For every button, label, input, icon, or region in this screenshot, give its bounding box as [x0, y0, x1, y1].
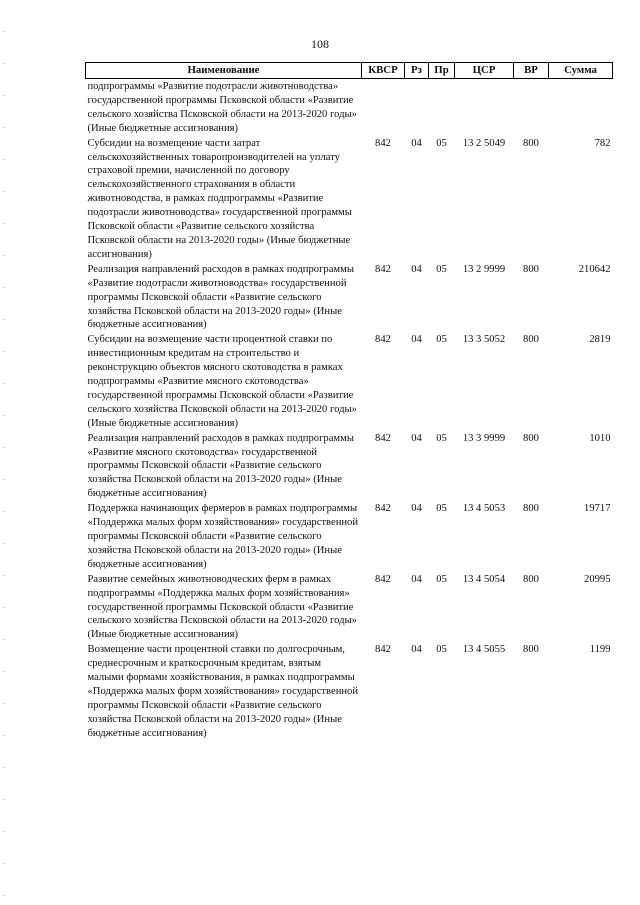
row-csr: 13 4 5054: [462, 573, 506, 585]
row-sum: 1199: [589, 644, 611, 656]
row-rz: 04: [411, 137, 422, 149]
row-kvsr: 842: [375, 644, 391, 656]
row-name: Развитие семейных животноводческих ферм в рамках подпрограммы «Поддержка малых форм хозяйствования» государственной программы Псковской области «Развитие сельского хозяйства Псковской области на 2013-2020 годы» (Иные бюджетные ассигнования): [87, 573, 357, 641]
row-kvsr: 842: [375, 334, 391, 346]
row-rz: 04: [411, 503, 422, 515]
row-csr: 13 4 5055: [462, 644, 506, 656]
table-row: [86, 642, 613, 740]
row-name: Возмещение части процентной ставки по долгосрочным, среднесрочным и краткосрочным кредитам, взятым малыми формами хозяйствования, в рамках подпрограммы «Поддержка малых форм хозяйствования» государственной программы Псковской области «Развитие сельского хозяйства Псковской области на 2013-2020 годы» (Иные бюджетные ассигнования): [87, 644, 358, 739]
table-row: [86, 136, 613, 262]
column-header-rz: Рз: [405, 63, 429, 79]
row-rz: [405, 79, 429, 136]
column-header-pr: Пр: [429, 63, 455, 79]
row-sum: 2819: [589, 334, 611, 346]
row-vr: 800: [523, 573, 539, 585]
row-pr: 05: [436, 503, 447, 515]
table-header-row: [86, 63, 613, 79]
page-number: 108: [311, 37, 329, 51]
row-name: Субсидии на возмещение части процентной ставки по инвестиционным кредитам на строительство и реконструкцию объектов мясного скотоводства в рамках подпрограммы «Развитие мясного скотоводства» государственной программы Псковской области «Развитие сельского хозяйства Псковской области на 2013-2020 годы» (Иные бюджетные ассигнования): [87, 334, 357, 429]
row-sum: 210642: [578, 263, 611, 275]
row-kvsr: 842: [375, 263, 391, 275]
row-pr: [429, 79, 455, 136]
row-vr: [514, 79, 549, 136]
row-rz: 04: [411, 334, 422, 346]
row-kvsr: 842: [375, 503, 391, 515]
budget-table: [85, 62, 613, 741]
row-vr: 800: [523, 503, 539, 515]
row-csr: 13 2 5049: [462, 137, 506, 149]
scan-margin-artifact: [2, 0, 6, 905]
table-row: [86, 501, 613, 572]
row-csr: 13 3 9999: [462, 432, 506, 444]
row-kvsr: 842: [375, 432, 391, 444]
column-header-kvsr: КВСР: [362, 63, 405, 79]
row-rz: 04: [411, 263, 422, 275]
table-row: [86, 262, 613, 333]
table-row: [86, 431, 613, 502]
row-vr: 800: [523, 644, 539, 656]
row-name: Реализация направлений расходов в рамках подпрограммы «Развитие мясного скотоводства» государственной программы Псковской области «Развитие сельского хозяйства Псковской области на 2013-2020 годы» (Иные бюджетные ассигнования): [87, 432, 354, 500]
row-vr: 800: [523, 137, 539, 149]
row-sum: 19717: [584, 503, 611, 515]
row-name: подпрограммы «Развитие подотрасли животноводства» государственной программы Псковской области «Развитие сельского хозяйства Псковской области на 2013-2020 годы» (Иные бюджетные ассигнования): [87, 81, 357, 134]
column-header-sum: Сумма: [549, 63, 613, 79]
row-csr: 13 4 5053: [462, 503, 506, 515]
row-rz: 04: [411, 644, 422, 656]
row-sum: 782: [594, 137, 611, 149]
row-csr: 13 3 5052: [462, 334, 506, 346]
row-sum: 20995: [584, 573, 611, 585]
row-pr: 05: [436, 263, 447, 275]
row-kvsr: 842: [375, 573, 391, 585]
column-header-csr: ЦСР: [455, 63, 514, 79]
column-header-name: Наименование: [86, 63, 362, 79]
row-name: Поддержка начинающих фермеров в рамках подпрограммы «Поддержка малых форм хозяйствования» государственной программы Псковской области «Развитие сельского хозяйства Псковской области на 2013-2020 годы» (Иные бюджетные ассигнования): [87, 503, 358, 570]
row-kvsr: [362, 79, 405, 136]
row-sum: [549, 79, 613, 136]
row-vr: 800: [523, 334, 539, 346]
row-csr: 13 2 9999: [462, 263, 506, 275]
row-pr: 05: [436, 573, 447, 585]
row-csr: [455, 79, 514, 136]
row-sum: 1010: [589, 432, 611, 444]
row-vr: 800: [523, 263, 539, 275]
table-row: [86, 572, 613, 643]
row-rz: 04: [411, 432, 422, 444]
row-rz: 04: [411, 573, 422, 585]
row-pr: 05: [436, 432, 447, 444]
table-row: [86, 332, 613, 430]
table-row: [86, 79, 613, 136]
row-vr: 800: [523, 432, 539, 444]
row-pr: 05: [436, 644, 447, 656]
row-name: Реализация направлений расходов в рамках подпрограммы «Развитие подотрасли животноводства» государственной программы Псковской области «Развитие сельского хозяйства Псковской области на 2013-2020 годы» (Иные бюджетные ассигнования): [87, 263, 354, 331]
column-header-vr: ВР: [514, 63, 549, 79]
row-pr: 05: [436, 334, 447, 346]
row-pr: 05: [436, 137, 447, 149]
row-kvsr: 842: [375, 137, 391, 149]
row-name: Субсидии на возмещение части затрат сельскохозяйственных товаропроизводителей на уплату страховой премии, начисленной по договору сельскохозяйственного страхования в области животноводства, в рамках подпрограммы «Развитие подотрасли животноводства» государственной программы Псковской области «Развитие сельского хозяйства Псковской области на 2013-2020 годы» (Иные бюджетные ассигнования): [87, 137, 352, 260]
